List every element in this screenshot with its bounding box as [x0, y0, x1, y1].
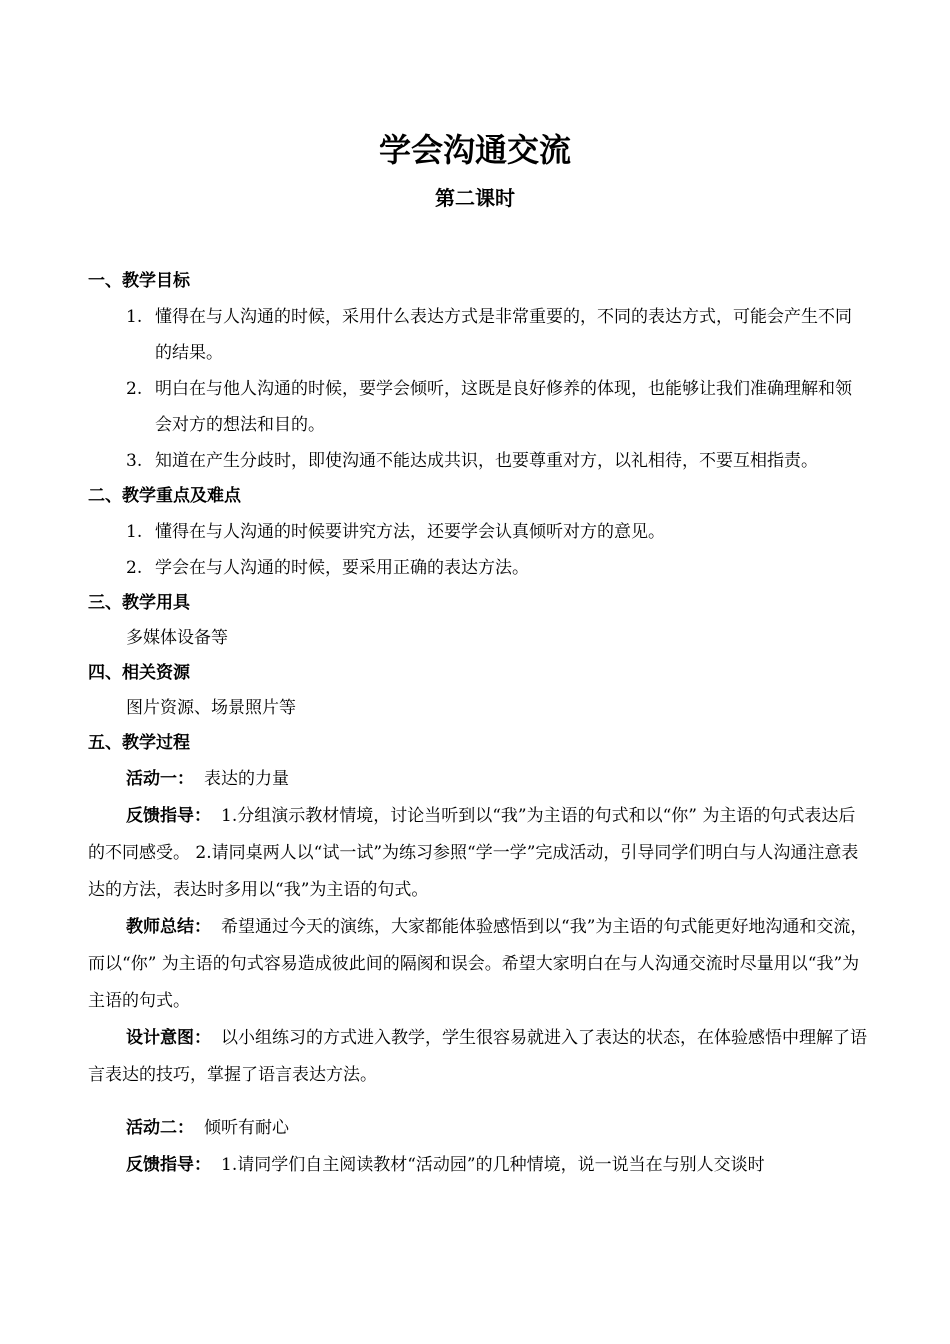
feedback-label: 反馈指导： — [126, 1155, 211, 1175]
list-item-text: 懂得在与人沟通的时候要讲究方法，还要学会认真倾听对方的意见。 — [155, 522, 665, 542]
list-item — [88, 371, 868, 443]
document-body — [88, 264, 868, 1184]
list-item-text: 学会在与人沟通的时候，要采用正确的表达方法。 — [155, 558, 529, 578]
section-heading-key-points: 二、教学重点及难点 — [88, 486, 241, 506]
spacer — [88, 1094, 868, 1110]
summary-label: 教师总结： — [126, 917, 211, 937]
list-item — [88, 299, 868, 371]
list-item — [88, 514, 868, 550]
activity-one-title — [88, 761, 868, 798]
resources-text: 图片资源、场景照片等 — [126, 698, 296, 718]
summary-text: 希望通过今天的演练，大家都能体验感悟到以“我”为主语的句式能更好地沟通和交流，而以“你” 为主语的句式容易造成彼此间的隔阂和误会。希望大家明白在与人沟通交流时尽量用以“我”为主语的句式。 — [88, 917, 868, 1011]
intent-text: 以小组练习的方式进入教学，学生很容易就进入了表达的状态，在体验感悟中理解了语言表达的技巧，掌握了语言表达方法。 — [88, 1028, 867, 1085]
section-heading-tools: 三、教学用具 — [88, 593, 190, 613]
list-item — [88, 443, 868, 479]
list-item-text: 明白在与他人沟通的时候，要学会倾听，这既是良好修养的体现，也能够让我们准确理解和领会对方的想法和目的。 — [155, 379, 852, 435]
activity-two-title — [88, 1110, 868, 1147]
list-item-number: 1. — [126, 522, 143, 542]
activity-two-feedback — [88, 1147, 868, 1184]
list-item-number: 3. — [126, 451, 143, 471]
section-heading-resources: 四、相关资源 — [88, 663, 190, 683]
activity-label: 活动二： — [126, 1118, 194, 1138]
feedback-text: 1.分组演示教材情境，讨论当听到以“我”为主语的句式和以“你” 为主语的句式表达后的不同感受。 2.请同桌两人以“试一试”为练习参照“学一学”完成活动，引导同学们明白与人沟通注意表达的方法，表达时多用以“我”为主语的句式。 — [88, 806, 859, 900]
list-item-text: 知道在产生分歧时，即使沟通不能达成共识，也要尊重对方，以礼相待，不要互相指责。 — [155, 451, 818, 471]
list-item-text: 懂得在与人沟通的时候，采用什么表达方式是非常重要的，不同的表达方式，可能会产生不同的结果。 — [155, 307, 852, 363]
list-item-number: 1. — [126, 307, 143, 327]
intent-label: 设计意图： — [126, 1028, 211, 1048]
section-heading-objectives: 一、教学目标 — [88, 271, 190, 291]
activity-label: 活动一： — [126, 769, 194, 789]
feedback-label: 反馈指导： — [126, 806, 211, 826]
list-item-number: 2. — [126, 558, 143, 578]
activity-name: 倾听有耐心 — [204, 1118, 289, 1138]
activity-one-feedback — [88, 798, 868, 909]
list-item — [88, 550, 868, 586]
tools-text: 多媒体设备等 — [126, 628, 228, 648]
page-title: 学会沟通交流 — [378, 131, 571, 169]
section-heading-process: 五、教学过程 — [88, 733, 190, 753]
page-subtitle: 第二课时 — [435, 186, 515, 210]
activity-one-intent — [88, 1020, 868, 1094]
feedback-text: 1.请同学们自主阅读教材“活动园”的几种情境，说一说当在与别人交谈时 — [221, 1155, 765, 1175]
list-item-number: 2. — [126, 379, 143, 399]
activity-one-summary — [88, 909, 868, 1020]
activity-name: 表达的力量 — [204, 769, 289, 789]
